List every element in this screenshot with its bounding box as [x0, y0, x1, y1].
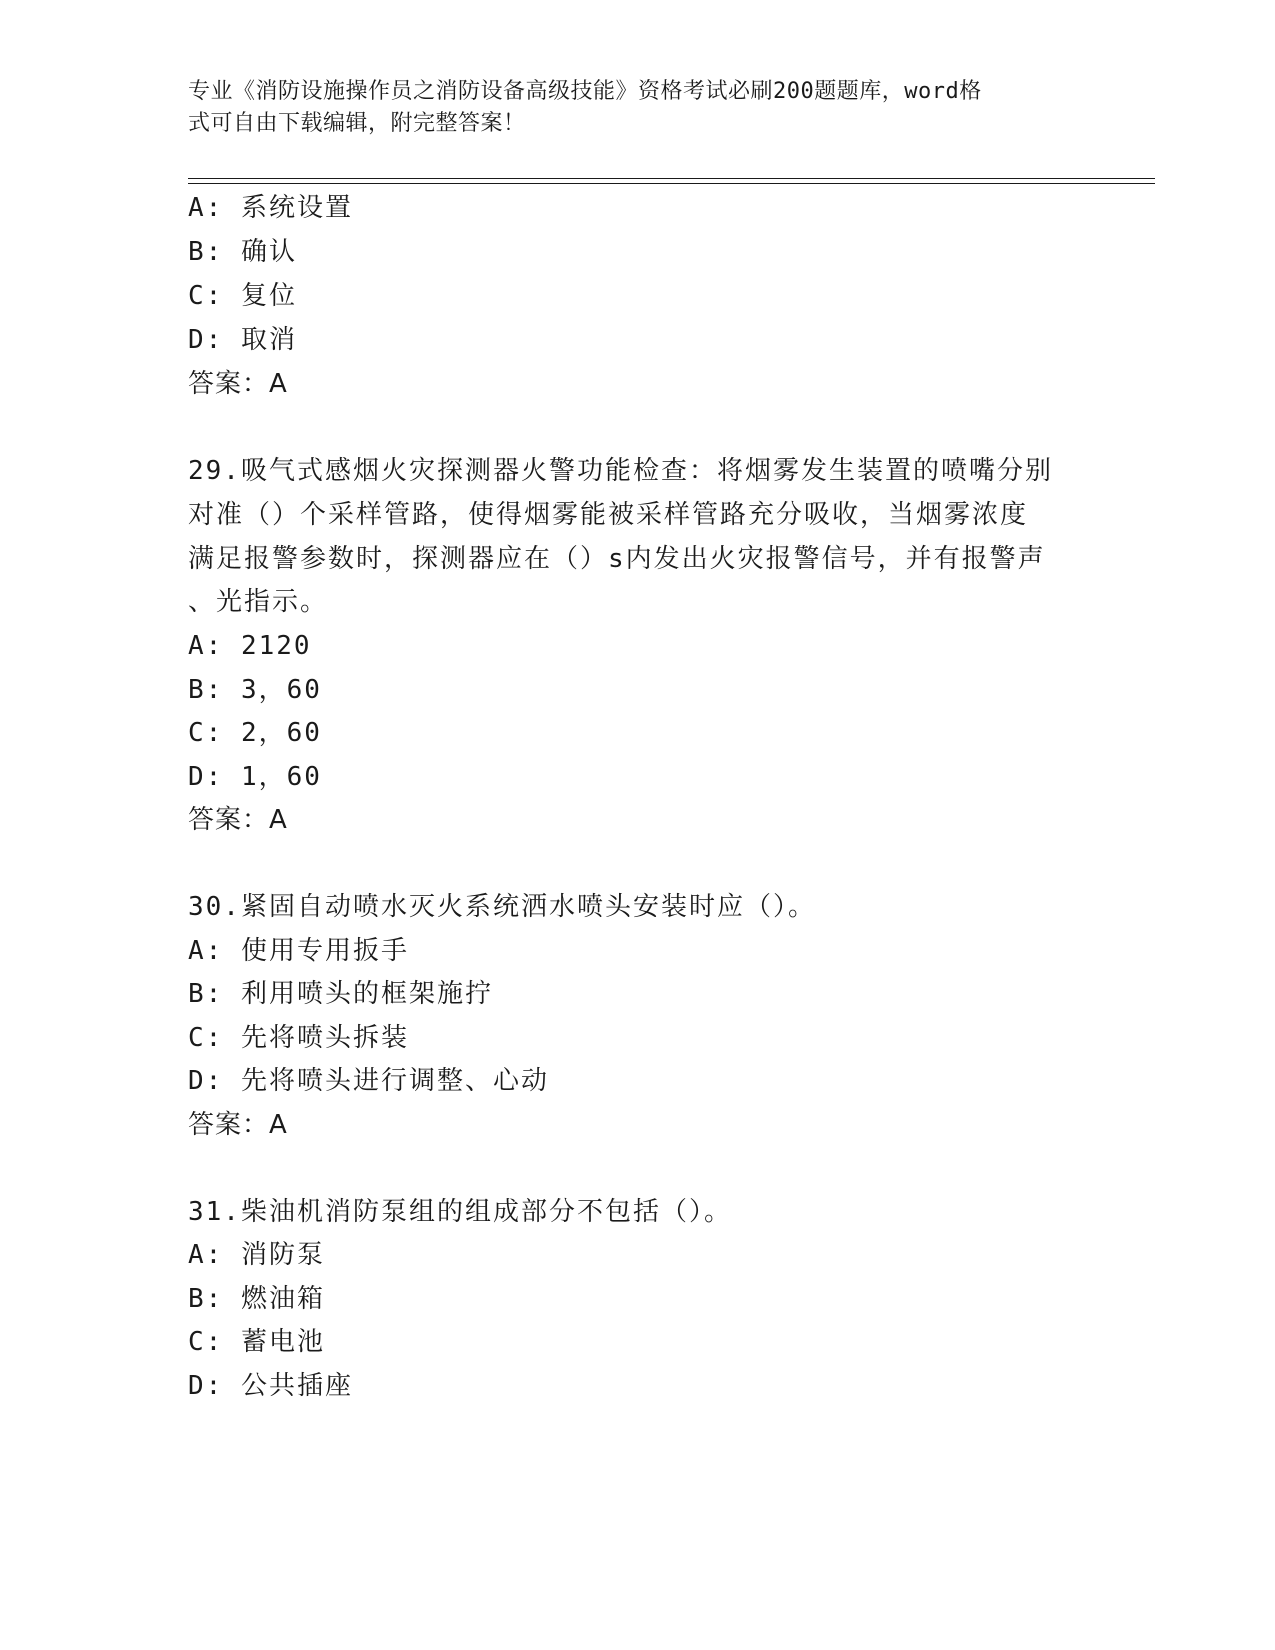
q31-option-b: B: 燃油箱 — [188, 1284, 325, 1314]
q28-option-b: B: 确认 — [188, 237, 297, 267]
q30-option-d: D: 先将喷头进行调整、心动 — [188, 1066, 549, 1096]
q29-stem-line-3: 满足报警参数时，探测器应在（）s内发出火灾报警信号，并有报警声 — [188, 544, 1046, 574]
q29-stem-line-1: 29.吸气式感烟火灾探测器火警功能检查：将烟雾发生装置的喷嘴分别 — [188, 456, 1053, 486]
header-line-2: 式可自由下载编辑，附完整答案！ — [188, 111, 526, 136]
q31-option-c: C: 蓄电池 — [188, 1327, 325, 1357]
document-header — [188, 76, 1068, 140]
q31-option-a: A: 消防泵 — [188, 1240, 325, 1270]
q30-option-b: B: 利用喷头的框架施拧 — [188, 979, 493, 1009]
q30-option-c: C: 先将喷头拆装 — [188, 1023, 409, 1053]
q30-option-a: A: 使用专用扳手 — [188, 936, 409, 966]
q29-option-d: D: 1，60 — [188, 762, 322, 792]
q29-option-c: C: 2，60 — [188, 718, 322, 748]
q28-answer: 答案：A — [188, 369, 288, 399]
q30-stem-line-1: 30.紧固自动喷水灭火系统洒水喷头安装时应（）。 — [188, 892, 816, 922]
q29-stem-line-2: 对准（）个采样管路，使得烟雾能被采样管路充分吸收，当烟雾浓度 — [188, 500, 1029, 530]
q28-option-c: C: 复位 — [188, 281, 297, 311]
q31-option-d: D: 公共插座 — [188, 1371, 353, 1401]
q30-answer: 答案：A — [188, 1110, 288, 1140]
header-rule-bottom — [188, 183, 1155, 184]
q29-option-b: B: 3，60 — [188, 675, 322, 705]
q28-option-d: D: 取消 — [188, 325, 297, 355]
q29-answer: 答案：A — [188, 805, 288, 835]
q28-option-a: A: 系统设置 — [188, 193, 353, 223]
q31-stem-line-1: 31.柴油机消防泵组的组成部分不包括（）。 — [188, 1197, 732, 1227]
q29-option-a: A: 2120 — [188, 631, 312, 661]
q29-stem-line-4: 、光指示。 — [188, 587, 329, 617]
header-rule-top — [188, 178, 1155, 179]
header-line-1: 专业《消防设施操作员之消防设备高级技能》资格考试必刷200题题库，word格 — [188, 79, 982, 104]
